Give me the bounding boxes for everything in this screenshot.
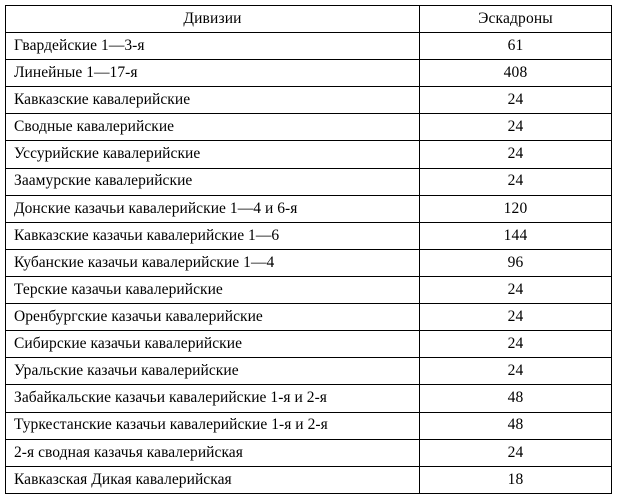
cell-squadrons: 120 — [420, 195, 612, 222]
table-row — [6, 358, 612, 385]
table-row — [6, 412, 612, 439]
cell-squadrons: 24 — [420, 141, 612, 168]
cell-squadrons: 48 — [420, 412, 612, 439]
table-row — [6, 304, 612, 331]
table-row — [6, 466, 612, 493]
cell-division: Терские казачьи кавалерийские — [6, 276, 420, 303]
cell-division: Кавказская Дикая кавалерийская — [6, 466, 420, 493]
cell-division: 2-я сводная казачья кавалерийская — [6, 439, 420, 466]
cell-squadrons: 24 — [420, 87, 612, 114]
table-container — [5, 5, 611, 494]
table-row — [6, 331, 612, 358]
cell-division: Кавказские казачьи кавалерийские 1—6 — [6, 222, 420, 249]
cell-squadrons: 408 — [420, 60, 612, 87]
table-row — [6, 222, 612, 249]
table-row — [6, 439, 612, 466]
table-row — [6, 114, 612, 141]
table-row — [6, 141, 612, 168]
table-row — [6, 385, 612, 412]
column-header-division: Дивизии — [6, 6, 420, 33]
cell-division: Уральские казачьи кавалерийские — [6, 358, 420, 385]
table-row — [6, 60, 612, 87]
table-row — [6, 249, 612, 276]
table-row — [6, 195, 612, 222]
cell-division: Уссурийские кавалерийские — [6, 141, 420, 168]
cell-squadrons: 48 — [420, 385, 612, 412]
table-row — [6, 87, 612, 114]
cell-division: Заамурские кавалерийские — [6, 168, 420, 195]
cell-squadrons: 61 — [420, 33, 612, 60]
cell-squadrons: 18 — [420, 466, 612, 493]
cell-squadrons: 24 — [420, 439, 612, 466]
cell-squadrons: 24 — [420, 331, 612, 358]
cell-squadrons: 96 — [420, 249, 612, 276]
cell-division: Кавказские кавалерийские — [6, 87, 420, 114]
cell-division: Гвардейские 1—3-я — [6, 33, 420, 60]
cell-division: Сибирские казачьи кавалерийские — [6, 331, 420, 358]
cell-division: Туркестанские казачьи кавалерийские 1-я и 2-я — [6, 412, 420, 439]
cell-division: Оренбургские казачьи кавалерийские — [6, 304, 420, 331]
cell-squadrons: 144 — [420, 222, 612, 249]
cell-squadrons: 24 — [420, 276, 612, 303]
cell-squadrons: 24 — [420, 168, 612, 195]
table-body — [6, 33, 612, 494]
cell-squadrons: 24 — [420, 114, 612, 141]
divisions-squadrons-table — [5, 5, 612, 494]
table-header — [6, 6, 612, 33]
cell-division: Забайкальские казачьи кавалерийские 1-я и 2-я — [6, 385, 420, 412]
cell-division: Сводные кавалерийские — [6, 114, 420, 141]
table-row — [6, 168, 612, 195]
cell-division: Линейные 1—17-я — [6, 60, 420, 87]
table-header-row — [6, 6, 612, 33]
table-row — [6, 276, 612, 303]
cell-division: Кубанские казачьи кавалерийские 1—4 — [6, 249, 420, 276]
column-header-squadrons: Эскадроны — [420, 6, 612, 33]
cell-squadrons: 24 — [420, 304, 612, 331]
table-row — [6, 33, 612, 60]
cell-division: Донские казачьи кавалерийские 1—4 и 6-я — [6, 195, 420, 222]
cell-squadrons: 24 — [420, 358, 612, 385]
